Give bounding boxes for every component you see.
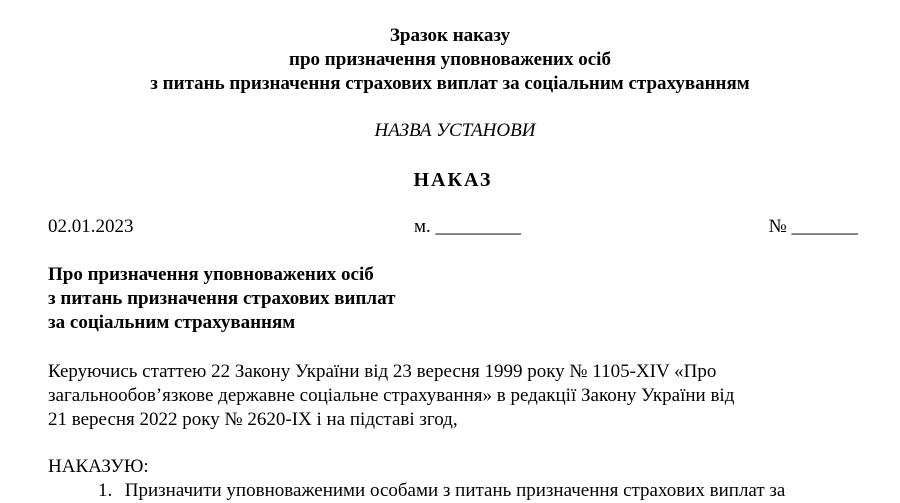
preamble-line-1: Керуючись статтею 22 Закону України від 23 вересня 1999 року № 1105-XIV «Про (48, 361, 717, 382)
order-meta-row (48, 215, 858, 239)
order-item-number: 1. (98, 480, 113, 501)
heading-line-1: Зразок наказу (389, 25, 511, 46)
order-item (98, 479, 898, 503)
order-city: м. _________ (414, 216, 522, 237)
heading-line-2: про призначення уповноважених осіб (289, 49, 611, 70)
order-date: 02.01.2023 (48, 216, 134, 237)
document-heading (0, 24, 900, 96)
order-subject (48, 263, 648, 335)
subject-line-1: Про призначення уповноважених осіб (48, 264, 374, 285)
order-item-text: Призначити уповноваженими особами з питань призначення страхових виплат за (124, 480, 786, 501)
preamble-line-3: 21 вересня 2022 року № 2620-IX і на підставі згод, (48, 409, 458, 430)
heading-line-3: з питань призначення страхових виплат за соціальним страхуванням (150, 73, 750, 94)
subject-line-3: за соціальним страхуванням (48, 312, 296, 333)
subject-line-2: з питань призначення страхових виплат (48, 288, 396, 309)
orders-heading: НАКАЗУЮ: (48, 456, 149, 477)
order-title: НАКАЗ (413, 169, 493, 191)
order-preamble (48, 360, 858, 432)
order-number: № _______ (768, 216, 858, 237)
institution-name: НАЗВА УСТАНОВИ (374, 120, 536, 141)
preamble-line-2: загальнообов’язкове державне соціальне страхування» в редакції Закону України від (48, 385, 735, 406)
